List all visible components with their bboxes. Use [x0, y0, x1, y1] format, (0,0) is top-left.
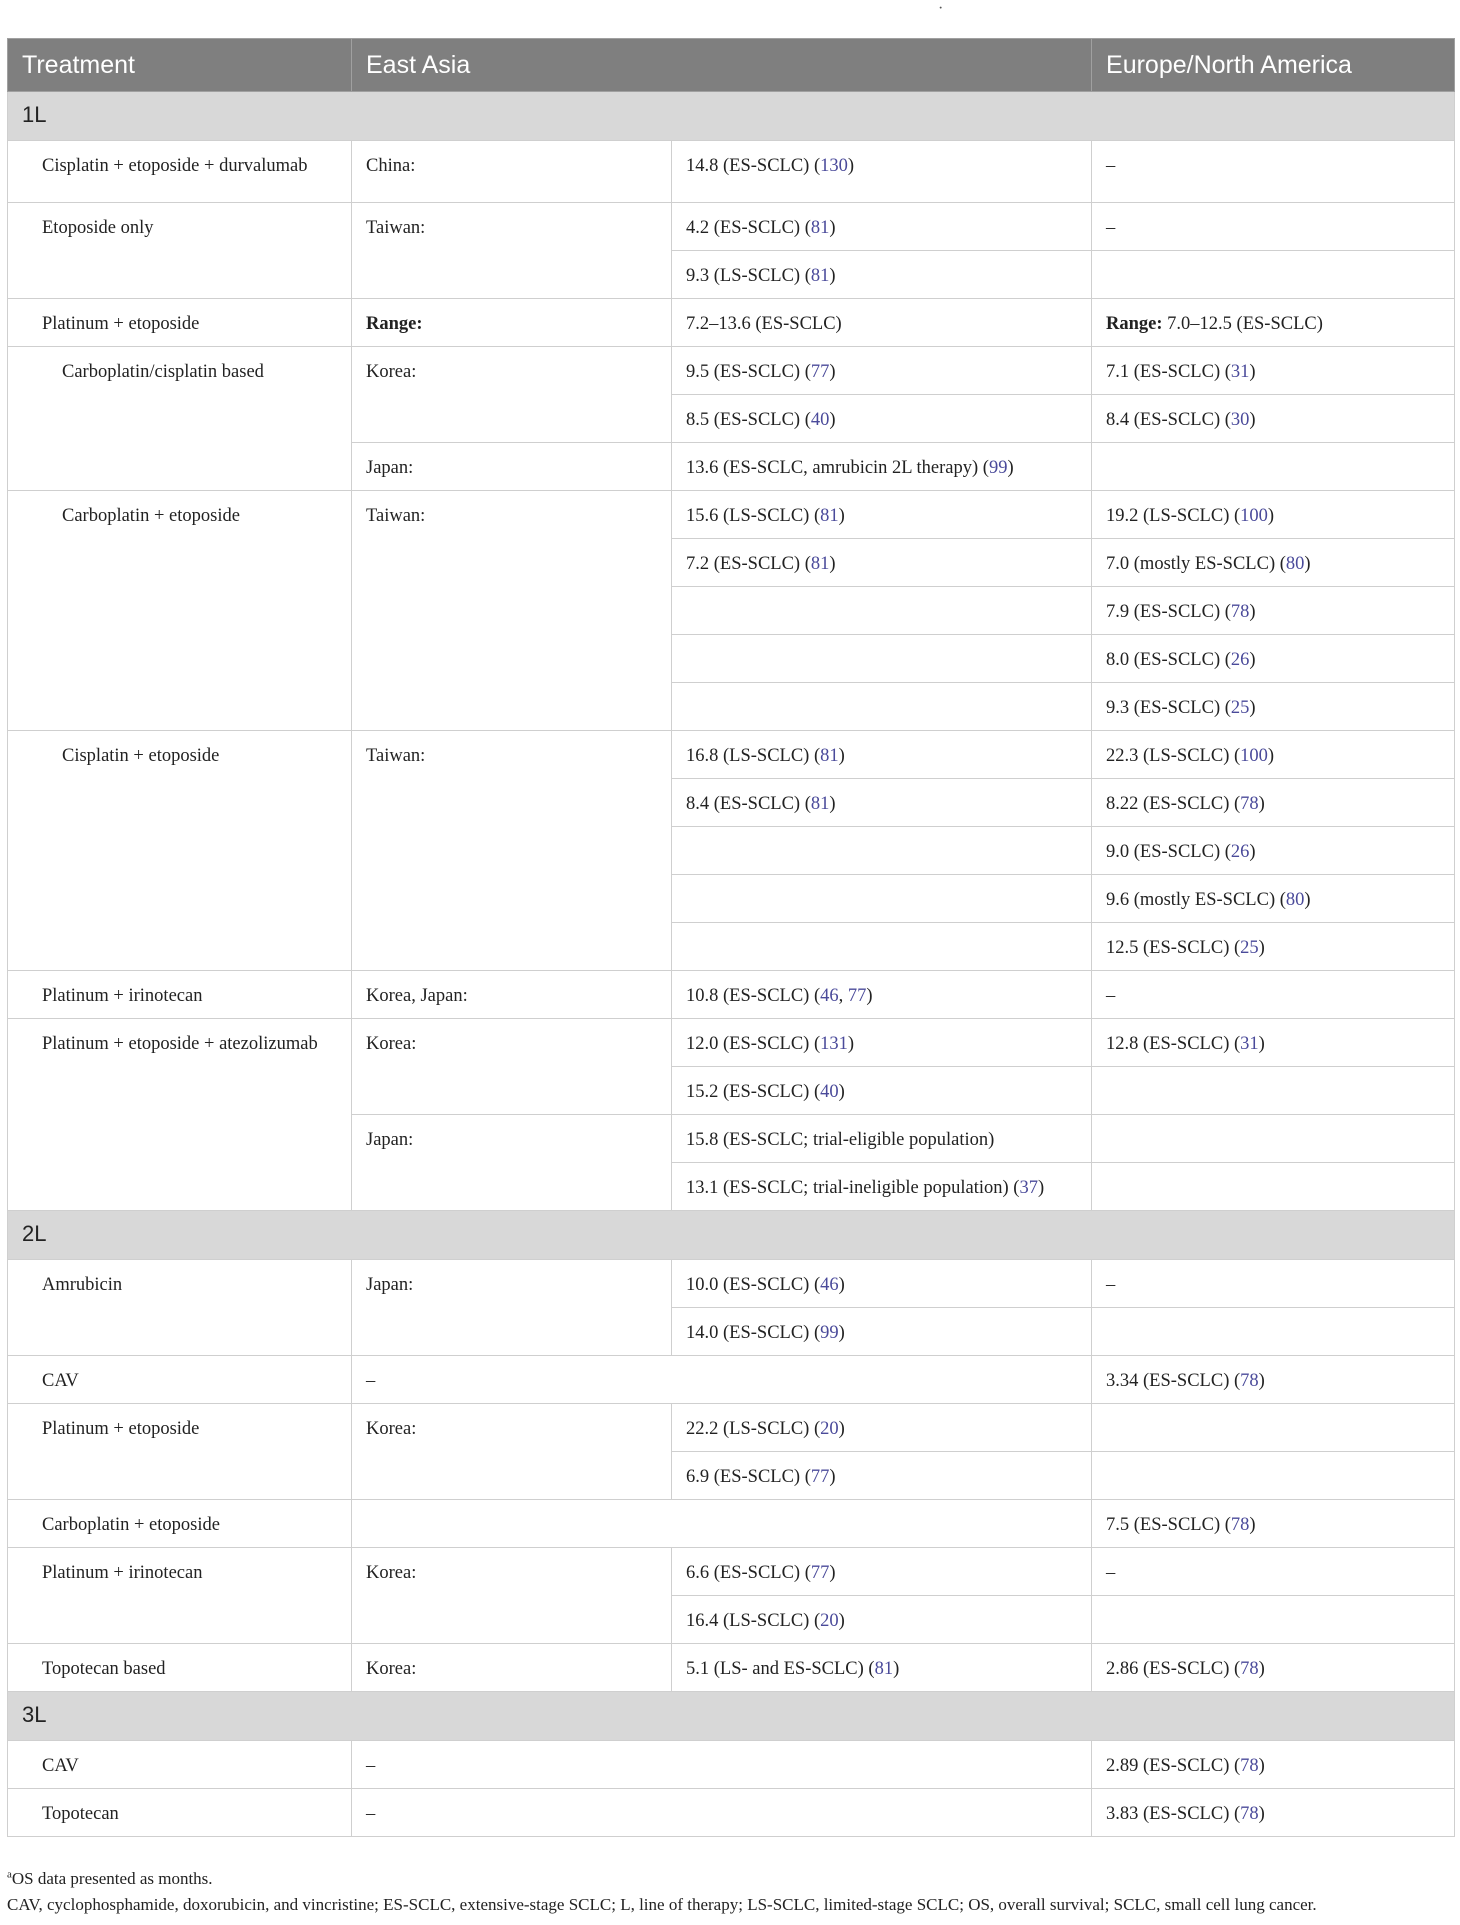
europe-os-cell [1092, 971, 1455, 1019]
east-asia-cell: – [352, 1356, 1092, 1404]
reference-link[interactable]: 78 [1240, 1804, 1259, 1824]
os-text: ) [838, 506, 845, 526]
os-text: ) [829, 794, 836, 814]
reference-link[interactable]: 99 [988, 458, 1008, 478]
section-row [8, 92, 1455, 141]
table-row [8, 1356, 1455, 1404]
os-text: Range: [1106, 314, 1163, 334]
europe-os-cell [1092, 203, 1455, 251]
os-text: – [1106, 1275, 1116, 1295]
europe-os-cell [1092, 1019, 1455, 1067]
os-text: ) [1249, 698, 1256, 718]
reference-link[interactable]: 100 [1240, 746, 1268, 766]
east-asia-os-cell [672, 299, 1092, 347]
os-text: 8.0 (ES-SCLC) ( [1106, 650, 1231, 670]
reference-link[interactable]: 99 [820, 1323, 839, 1343]
os-text: 9.0 (ES-SCLC) ( [1106, 842, 1231, 862]
os-text: 8.4 (ES-SCLC) ( [686, 794, 811, 814]
reference-link[interactable]: 31 [1240, 1034, 1259, 1054]
east-asia-os-cell [672, 1260, 1092, 1308]
reference-link[interactable]: 40 [820, 1082, 839, 1102]
east-asia-os-cell [672, 1019, 1092, 1067]
europe-os-cell [1092, 395, 1455, 443]
os-text: 16.4 (LS-SCLC) ( [686, 1611, 821, 1631]
os-text: 2.86 (ES-SCLC) ( [1106, 1659, 1241, 1679]
os-text: ) [838, 1419, 845, 1439]
table-row [8, 1404, 1455, 1452]
reference-link[interactable]: 78 [1240, 794, 1259, 814]
east-asia-os-cell [672, 539, 1092, 587]
east-asia-os-cell [672, 923, 1092, 971]
os-text: ) [1258, 1756, 1265, 1776]
table-row [8, 971, 1455, 1019]
reference-link[interactable]: 81 [810, 554, 830, 574]
europe-os-cell [1092, 923, 1455, 971]
os-text: ) [1249, 410, 1256, 430]
table-row [8, 1019, 1455, 1067]
os-text: ) [847, 156, 855, 176]
europe-os-cell [1092, 539, 1455, 587]
europe-os-cell [1092, 443, 1455, 491]
treatment-cell: Carboplatin + etoposide [8, 1500, 352, 1548]
section-label: 1L [8, 92, 1455, 141]
treatment-cell: CAV [8, 1356, 352, 1404]
reference-link[interactable]: 25 [1240, 938, 1259, 958]
os-text: 16.8 (LS-SCLC) ( [686, 746, 821, 766]
os-text: ) [1249, 842, 1256, 862]
os-text: ) [829, 218, 836, 238]
europe-os-cell [1092, 1596, 1455, 1644]
table-row [8, 141, 1455, 203]
os-text: ) [1249, 362, 1256, 382]
os-text: ) [838, 1323, 845, 1343]
east-asia-os-cell [672, 141, 1092, 203]
os-text: 12.8 (ES-SCLC) ( [1106, 1034, 1241, 1054]
table-row [8, 491, 1455, 539]
os-text: ) [1304, 890, 1311, 910]
os-text: ) [838, 746, 845, 766]
east-asia-os-cell [672, 443, 1092, 491]
east-asia-os-cell [672, 587, 1092, 635]
region-cell: Korea: [352, 1548, 672, 1644]
reference-link[interactable]: 81 [820, 746, 839, 766]
europe-os-cell [1092, 1260, 1455, 1308]
reference-link[interactable]: 78 [1240, 1659, 1259, 1679]
europe-os-cell [1092, 683, 1455, 731]
reference-link[interactable]: 130 [820, 156, 848, 176]
os-text: 19.2 (LS-SCLC) ( [1106, 506, 1241, 526]
os-text: ) [1249, 1515, 1256, 1535]
os-text: 14.0 (ES-SCLC) ( [686, 1323, 821, 1343]
east-asia-os-cell [672, 875, 1092, 923]
treatment-cell: Amrubicin [8, 1260, 352, 1356]
footnote-1-text: OS data presented as months. [11, 1869, 213, 1888]
section-row [8, 1692, 1455, 1741]
region-cell: Korea: [352, 347, 672, 443]
os-text: 7.2–13.6 (ES-SCLC) [686, 314, 842, 334]
header-east-asia: East Asia [352, 39, 1092, 92]
os-text: 4.2 (ES-SCLC) ( [686, 218, 811, 238]
os-text: 15.8 (ES-SCLC; trial-eligible population) [686, 1130, 995, 1150]
europe-os-cell [1092, 1789, 1455, 1837]
east-asia-os-cell [672, 1644, 1092, 1692]
table-row [8, 1789, 1455, 1837]
europe-os-cell [1092, 827, 1455, 875]
treatment-cell: Etoposide only [8, 203, 352, 299]
os-text: – [1106, 156, 1116, 176]
east-asia-cell: – [352, 1789, 1092, 1837]
region-cell: Taiwan: [352, 491, 672, 731]
reference-link[interactable]: 46 [820, 1275, 839, 1295]
os-text: 7.0 (mostly ES-SCLC) ( [1106, 554, 1286, 574]
header-europe-north-america: Europe/North America [1092, 39, 1455, 92]
east-asia-os-cell [672, 1163, 1092, 1211]
os-text: 22.3 (LS-SCLC) ( [1106, 746, 1241, 766]
europe-os-cell [1092, 1308, 1455, 1356]
os-text: ) [1258, 938, 1265, 958]
region-cell: Korea, Japan: [352, 971, 672, 1019]
reference-link[interactable]: 46 [820, 986, 839, 1006]
region-label: Range: [366, 314, 423, 334]
os-text: 3.34 (ES-SCLC) ( [1106, 1371, 1241, 1391]
reference-link[interactable]: 26 [1230, 842, 1250, 862]
region-cell: Korea: [352, 1019, 672, 1115]
table-row [8, 1644, 1455, 1692]
reference-link[interactable]: 78 [1240, 1756, 1259, 1776]
reference-link[interactable]: 26 [1230, 650, 1250, 670]
reference-link[interactable]: 80 [1285, 554, 1305, 574]
reference-link[interactable]: 77 [810, 362, 830, 382]
os-text: 8.4 (ES-SCLC) ( [1106, 410, 1231, 430]
header-treatment: Treatment [8, 39, 352, 92]
east-asia-os-cell [672, 491, 1092, 539]
east-asia-os-cell [672, 1308, 1092, 1356]
os-text: 15.2 (ES-SCLC) ( [686, 1082, 821, 1102]
east-asia-os-cell [672, 347, 1092, 395]
os-text: ) [829, 266, 836, 286]
os-text: 9.3 (LS-SCLC) ( [686, 266, 811, 286]
europe-os-cell [1092, 1067, 1455, 1115]
os-text: 14.8 (ES-SCLC) ( [686, 156, 821, 176]
treatment-cell: Carboplatin/cisplatin based [8, 347, 352, 491]
reference-link[interactable]: 81 [810, 218, 830, 238]
region-cell: Taiwan: [352, 731, 672, 971]
reference-link[interactable]: 100 [1240, 506, 1268, 526]
os-text: 22.2 (LS-SCLC) ( [686, 1419, 821, 1439]
os-text: 12.5 (ES-SCLC) ( [1106, 938, 1241, 958]
region-cell [352, 299, 672, 347]
os-text: 13.6 (ES-SCLC, amrubicin 2L therapy) ( [686, 458, 989, 478]
footnote-1 [7, 1866, 1457, 1892]
europe-os-cell [1092, 1452, 1455, 1500]
treatment-cell: Platinum + etoposide [8, 299, 352, 347]
os-text: 9.6 (mostly ES-SCLC) ( [1106, 890, 1286, 910]
europe-os-cell [1092, 587, 1455, 635]
reference-link[interactable]: 31 [1230, 362, 1250, 382]
east-asia-os-cell [672, 971, 1092, 1019]
os-text: 9.3 (ES-SCLC) ( [1106, 698, 1231, 718]
treatment-cell: Cisplatin + etoposide + durvalumab [8, 141, 352, 203]
os-text: 5.1 (LS- and ES-SCLC) ( [686, 1659, 875, 1679]
reference-link[interactable]: 78 [1230, 1515, 1250, 1535]
header-row [8, 39, 1455, 92]
europe-os-cell [1092, 1741, 1455, 1789]
east-asia-os-cell [672, 395, 1092, 443]
table-body [8, 92, 1455, 1837]
os-text: ) [829, 1467, 836, 1487]
os-text: – [1106, 1563, 1116, 1583]
east-asia-os-cell [672, 251, 1092, 299]
top-mark: · [938, 0, 944, 17]
europe-os-cell [1092, 779, 1455, 827]
os-text: ) [1249, 650, 1256, 670]
europe-os-cell [1092, 1644, 1455, 1692]
footnote-marker: a [7, 1868, 12, 1881]
treatment-cell: Platinum + irinotecan [8, 1548, 352, 1644]
os-text: 3.83 (ES-SCLC) ( [1106, 1804, 1241, 1824]
os-text: ) [829, 554, 836, 574]
europe-os-cell [1092, 491, 1455, 539]
east-asia-os-cell [672, 1067, 1092, 1115]
europe-os-cell [1092, 141, 1455, 203]
os-text: 7.9 (ES-SCLC) ( [1106, 602, 1231, 622]
os-text: – [1106, 218, 1116, 238]
europe-os-cell [1092, 635, 1455, 683]
europe-os-cell [1092, 251, 1455, 299]
section-row [8, 1211, 1455, 1260]
reference-link[interactable]: 81 [810, 794, 830, 814]
reference-link[interactable]: 77 [810, 1563, 830, 1583]
europe-os-cell [1092, 731, 1455, 779]
europe-os-cell [1092, 1163, 1455, 1211]
east-asia-os-cell [672, 635, 1092, 683]
os-text: 13.1 (ES-SCLC; trial-ineligible population) ( [686, 1178, 1020, 1198]
os-text: ) [829, 1563, 836, 1583]
os-text: 8.22 (ES-SCLC) ( [1106, 794, 1241, 814]
os-text: 8.5 (ES-SCLC) ( [686, 410, 811, 430]
os-text: ) [866, 986, 873, 1006]
east-asia-os-cell [672, 731, 1092, 779]
os-text: ) [838, 1611, 845, 1631]
table-row [8, 1548, 1455, 1596]
east-asia-cell: – [352, 1741, 1092, 1789]
os-text: ) [838, 1275, 845, 1295]
os-text: 9.5 (ES-SCLC) ( [686, 362, 811, 382]
region-cell: Korea: [352, 1404, 672, 1500]
reference-link[interactable]: 78 [1230, 602, 1250, 622]
section-label: 3L [8, 1692, 1455, 1741]
table-row [8, 299, 1455, 347]
os-text: 15.6 (LS-SCLC) ( [686, 506, 821, 526]
os-text: 7.5 (ES-SCLC) ( [1106, 1515, 1231, 1535]
treatment-cell: Platinum + etoposide + atezolizumab [8, 1019, 352, 1211]
os-text: ) [829, 362, 836, 382]
os-text: 6.6 (ES-SCLC) ( [686, 1563, 811, 1583]
os-text: 12.0 (ES-SCLC) ( [686, 1034, 821, 1054]
os-text: 10.8 (ES-SCLC) ( [686, 986, 821, 1006]
europe-os-cell [1092, 1115, 1455, 1163]
reference-link[interactable]: 81 [810, 266, 830, 286]
os-text: ) [1249, 602, 1256, 622]
europe-os-cell [1092, 1548, 1455, 1596]
europe-os-cell [1092, 875, 1455, 923]
treatment-cell: Topotecan [8, 1789, 352, 1837]
east-asia-os-cell [672, 1404, 1092, 1452]
os-text: ) [1267, 746, 1275, 766]
east-asia-os-cell [672, 1548, 1092, 1596]
reference-link[interactable]: 37 [1019, 1178, 1038, 1198]
os-text: ) [893, 1659, 900, 1679]
treatment-cell: Carboplatin + etoposide [8, 491, 352, 731]
table-row [8, 731, 1455, 779]
os-text: 7.1 (ES-SCLC) ( [1106, 362, 1231, 382]
east-asia-cell [352, 1500, 1092, 1548]
east-asia-os-cell [672, 203, 1092, 251]
europe-os-cell [1092, 299, 1455, 347]
os-text: , [838, 986, 848, 1006]
os-text: ) [1258, 794, 1265, 814]
reference-link[interactable]: 81 [820, 506, 839, 526]
table-row [8, 347, 1455, 395]
reference-link[interactable]: 81 [874, 1659, 894, 1679]
east-asia-os-cell [672, 1596, 1092, 1644]
reference-link[interactable]: 77 [810, 1467, 830, 1487]
os-text: ) [1258, 1804, 1265, 1824]
os-text: ) [1258, 1659, 1265, 1679]
os-text: ) [838, 1082, 845, 1102]
table-row [8, 1260, 1455, 1308]
os-text: ) [1258, 1371, 1265, 1391]
os-text: – [1106, 986, 1116, 1006]
footnote-2: CAV, cyclophosphamide, doxorubicin, and vincristine; ES-SCLC, extensive-stage SCLC; L, line of therapy; LS-SCLC, limited-stage SCLC; OS, overall survival; SCLC, small cell lung cancer. [7, 1895, 1317, 1914]
treatment-cell: Topotecan based [8, 1644, 352, 1692]
os-text: ) [1007, 458, 1014, 478]
table-row [8, 203, 1455, 251]
table-row [8, 1741, 1455, 1789]
reference-link[interactable]: 80 [1285, 890, 1305, 910]
europe-os-cell [1092, 1356, 1455, 1404]
footnotes [7, 1866, 1457, 1918]
os-text: ) [1304, 554, 1311, 574]
east-asia-os-cell [672, 827, 1092, 875]
europe-os-cell [1092, 1404, 1455, 1452]
region-cell: Korea: [352, 1644, 672, 1692]
region-cell: Japan: [352, 1260, 672, 1356]
os-text: 10.0 (ES-SCLC) ( [686, 1275, 821, 1295]
treatment-cell: Cisplatin + etoposide [8, 731, 352, 971]
east-asia-os-cell [672, 1115, 1092, 1163]
reference-link[interactable]: 40 [810, 410, 830, 430]
east-asia-os-cell [672, 779, 1092, 827]
os-text: ) [1037, 1178, 1045, 1198]
east-asia-os-cell [672, 683, 1092, 731]
os-text: 7.2 (ES-SCLC) ( [686, 554, 811, 574]
reference-link[interactable]: 25 [1230, 698, 1250, 718]
os-text: ) [1267, 506, 1275, 526]
table-container [7, 38, 1454, 1837]
treatment-cell: Platinum + irinotecan [8, 971, 352, 1019]
reference-link[interactable]: 20 [820, 1611, 839, 1631]
section-label: 2L [8, 1211, 1455, 1260]
region-cell: Japan: [352, 1115, 672, 1211]
os-text: 2.89 (ES-SCLC) ( [1106, 1756, 1241, 1776]
os-table [7, 38, 1455, 1837]
reference-link[interactable]: 20 [820, 1419, 839, 1439]
os-text: 7.0–12.5 (ES-SCLC) [1162, 314, 1323, 334]
os-text: ) [1258, 1034, 1265, 1054]
treatment-cell: Platinum + etoposide [8, 1404, 352, 1500]
reference-link[interactable]: 131 [820, 1034, 848, 1054]
treatment-cell: CAV [8, 1741, 352, 1789]
europe-os-cell [1092, 347, 1455, 395]
reference-link[interactable]: 78 [1240, 1371, 1259, 1391]
os-text: ) [829, 410, 836, 430]
os-text: ) [847, 1034, 855, 1054]
reference-link[interactable]: 30 [1230, 410, 1250, 430]
europe-os-cell [1092, 1500, 1455, 1548]
region-cell: China: [352, 141, 672, 203]
region-cell: Japan: [352, 443, 672, 491]
os-text: 6.9 (ES-SCLC) ( [686, 1467, 811, 1487]
table-row [8, 1500, 1455, 1548]
region-cell: Taiwan: [352, 203, 672, 299]
reference-link[interactable]: 77 [847, 986, 867, 1006]
east-asia-os-cell [672, 1452, 1092, 1500]
